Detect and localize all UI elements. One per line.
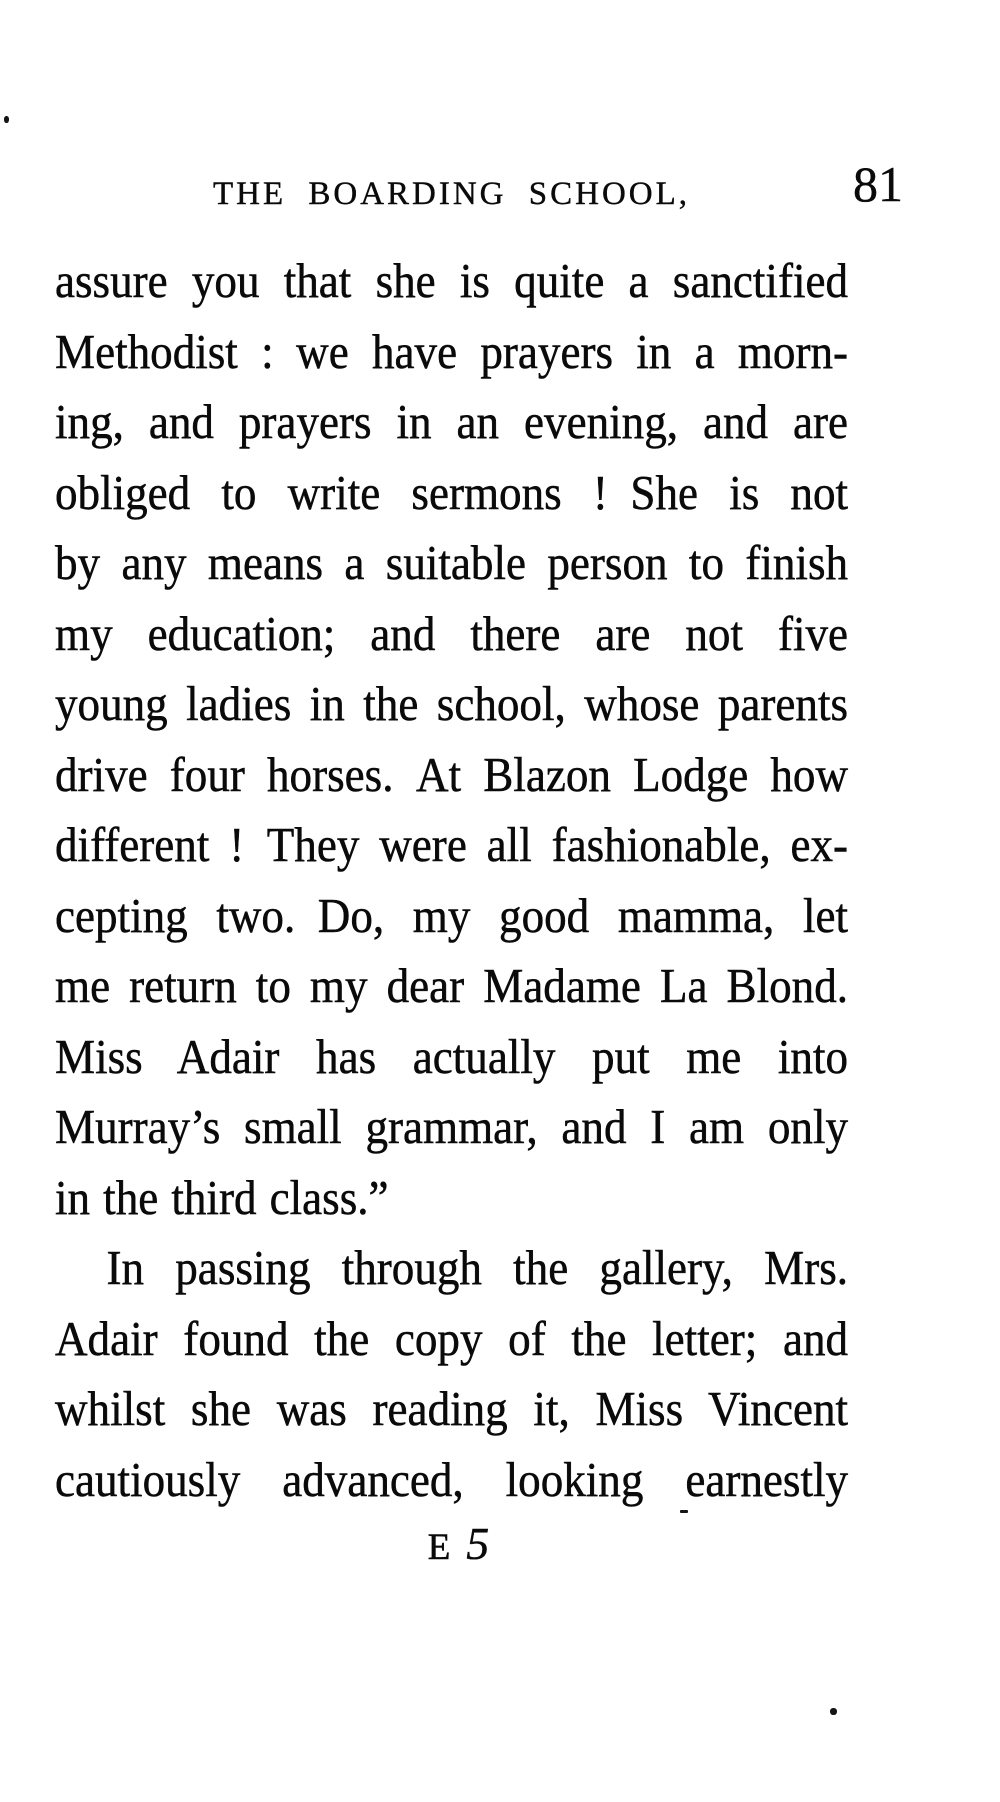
running-header [55,156,903,216]
text-line: Miss Adair has actually put me into [55,1028,849,1084]
text-line: drive four horses. At Blazon Lodge how [55,746,849,802]
text-line: assure you that she is quite a sanctified [55,253,849,308]
signature-number: 5 [466,1518,490,1569]
scan-speck [680,1510,688,1513]
text-line: by any means a suitable person to finish [55,535,849,590]
text-line: me return to my dear Madame La Blond. [55,958,849,1013]
text-line: Methodist : we have prayers in a morn- [55,323,849,379]
text-line: my education; and there are not five [55,605,849,661]
text-line-paragraph-start: In passing through the gallery, Mrs. [106,1240,849,1295]
text-line-paragraph-end: in the third class.” [55,1169,389,1225]
text-line: obliged to write sermons ! She is not [55,464,849,520]
scan-speck [4,116,9,123]
text-line: Murray’s small grammar, and I am only [55,1099,849,1154]
page-number: 81 [853,156,903,212]
text-line: young ladies in the school, whose parents [55,676,849,731]
text-line: cepting two. Do, my good mamma, let [55,887,849,943]
signature-letter: E [427,1527,451,1568]
text-line: ing, and prayers in an evening, and are [55,394,849,449]
text-line: cautiously advanced, looking earnestly [55,1451,849,1507]
page-title: THE BOARDING SCHOOL, [212,176,691,212]
scan-speck [830,1708,837,1715]
text-line: Adair found the copy of the letter; and [55,1310,849,1366]
text-line: whilst she was reading it, Miss Vincent [55,1381,849,1436]
printer-signature [55,1518,848,1569]
text-line: different ! They were all fashionable, ex- [55,817,849,872]
body-text [55,246,848,1515]
